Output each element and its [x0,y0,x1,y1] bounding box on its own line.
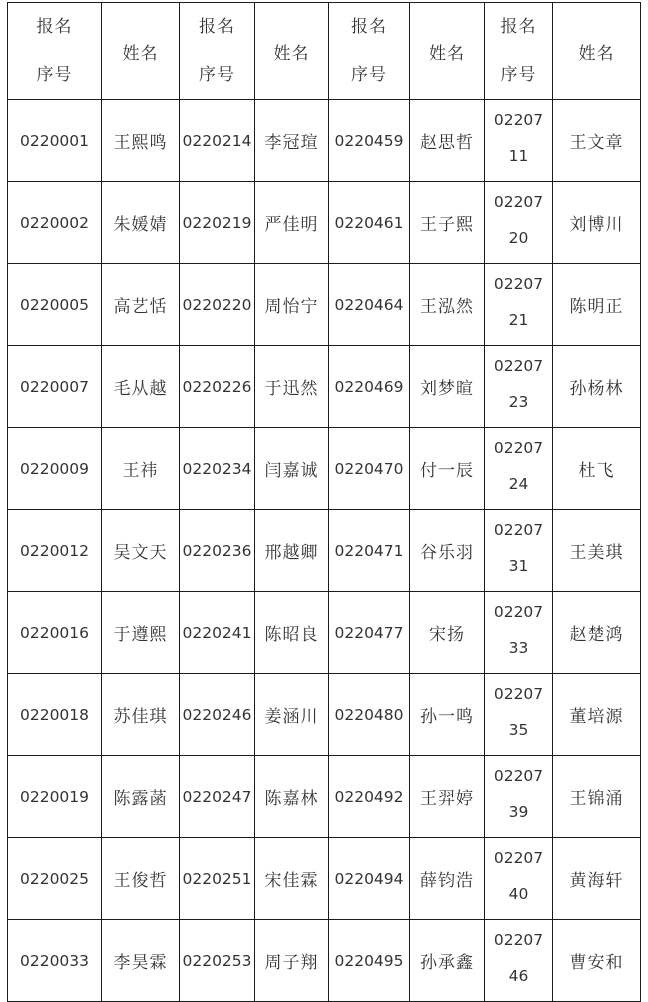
name-cell: 赵思哲 [410,100,485,182]
table-row [8,756,641,838]
id-cell: 0220247 [180,756,255,838]
id-cell: 0220214 [180,100,255,182]
id-cell: 0220018 [8,674,102,756]
header-row [8,3,641,100]
name-cell: 李昊霖 [102,920,180,1002]
id-cell: 0220012 [8,510,102,592]
name-cell: 宋扬 [410,592,485,674]
id-cell-wrapped [485,674,553,756]
name-cell: 于迅然 [255,346,329,428]
id-part-bottom: 33 [508,638,529,657]
table-row [8,100,641,182]
name-cell: 苏佳琪 [102,674,180,756]
name-cell: 王羿婷 [410,756,485,838]
name-cell: 王锦涌 [553,756,641,838]
name-cell: 杜飞 [553,428,641,510]
id-cell: 0220007 [8,346,102,428]
name-cell: 谷乐羽 [410,510,485,592]
table-body [8,100,641,1002]
name-cell: 孙一鸣 [410,674,485,756]
id-cell: 0220469 [329,346,410,428]
id-cell: 0220226 [180,346,255,428]
id-cell: 0220480 [329,674,410,756]
name-cell: 刘博川 [553,182,641,264]
name-cell: 闫嘉诚 [255,428,329,510]
id-part-top: 02207 [493,438,544,457]
id-part-top: 02207 [493,684,544,703]
name-cell: 王美琪 [553,510,641,592]
id-cell: 0220025 [8,838,102,920]
name-cell: 陈明正 [553,264,641,346]
id-part-top: 02207 [493,602,544,621]
table-row [8,920,641,1002]
id-cell-wrapped [485,428,553,510]
id-cell: 0220005 [8,264,102,346]
id-part-bottom: 24 [508,474,529,493]
id-part-bottom: 35 [508,720,529,739]
id-cell: 0220495 [329,920,410,1002]
id-cell-wrapped [485,510,553,592]
header-name-2: 姓名 [255,3,329,100]
table-header [8,3,641,100]
header-id-label-top: 报名 [500,17,537,37]
id-cell: 0220220 [180,264,255,346]
id-part-bottom: 20 [508,228,529,247]
table-row [8,674,641,756]
id-cell: 0220461 [329,182,410,264]
id-cell: 0220464 [329,264,410,346]
header-name-4: 姓名 [553,3,641,100]
id-cell: 0220236 [180,510,255,592]
header-id-1 [8,3,102,100]
id-cell-wrapped [485,182,553,264]
id-cell: 0220033 [8,920,102,1002]
id-cell: 0220477 [329,592,410,674]
name-cell: 严佳明 [255,182,329,264]
name-cell: 王祎 [102,428,180,510]
id-cell-wrapped [485,592,553,674]
name-cell: 王熙鸣 [102,100,180,182]
header-id-label-bottom: 序号 [36,65,73,85]
id-part-bottom: 40 [508,884,529,903]
id-cell-wrapped [485,838,553,920]
header-id-label-top: 报名 [36,17,73,37]
id-part-top: 02207 [493,110,544,129]
name-cell: 陈嘉林 [255,756,329,838]
name-cell: 陈露菡 [102,756,180,838]
name-cell: 陈昭良 [255,592,329,674]
name-cell: 付一辰 [410,428,485,510]
table-row [8,182,641,264]
table-row [8,346,641,428]
name-cell: 曹安和 [553,920,641,1002]
id-cell: 0220470 [329,428,410,510]
id-part-top: 02207 [493,930,544,949]
name-cell: 王子熙 [410,182,485,264]
id-cell: 0220492 [329,756,410,838]
header-id-4 [485,3,553,100]
table-row [8,428,641,510]
name-cell: 刘梦暄 [410,346,485,428]
id-cell: 0220241 [180,592,255,674]
header-name-1: 姓名 [102,3,180,100]
name-cell: 李冠瑄 [255,100,329,182]
name-cell: 赵楚鸿 [553,592,641,674]
header-id-label-top: 报名 [199,17,235,37]
id-cell: 0220001 [8,100,102,182]
name-cell: 王文章 [553,100,641,182]
name-cell: 邢越卿 [255,510,329,592]
id-cell: 0220471 [329,510,410,592]
id-cell-wrapped [485,920,553,1002]
name-cell: 董培源 [553,674,641,756]
name-cell: 吴文天 [102,510,180,592]
id-cell: 0220002 [8,182,102,264]
name-cell: 高艺恬 [102,264,180,346]
id-part-top: 02207 [493,274,544,293]
header-id-label-bottom: 序号 [500,65,537,85]
id-cell: 0220253 [180,920,255,1002]
id-cell: 0220019 [8,756,102,838]
registration-table [7,2,641,1002]
header-name-3: 姓名 [410,3,485,100]
name-cell: 毛从越 [102,346,180,428]
name-cell: 姜涵川 [255,674,329,756]
id-part-bottom: 21 [508,310,529,329]
id-part-bottom: 46 [508,966,529,985]
id-part-bottom: 11 [508,146,529,165]
name-cell: 朱媛婧 [102,182,180,264]
header-id-label-bottom: 序号 [199,65,235,85]
header-id-label-bottom: 序号 [351,65,387,85]
name-cell: 黄海轩 [553,838,641,920]
id-cell: 0220016 [8,592,102,674]
id-part-bottom: 39 [508,802,529,821]
header-id-label-top: 报名 [351,17,387,37]
table-row [8,264,641,346]
id-part-bottom: 31 [508,556,529,575]
name-cell: 王俊哲 [102,838,180,920]
id-cell-wrapped [485,756,553,838]
id-cell: 0220459 [329,100,410,182]
id-cell: 0220494 [329,838,410,920]
table-row [8,838,641,920]
name-cell: 孙杨林 [553,346,641,428]
id-part-top: 02207 [493,520,544,539]
id-cell: 0220009 [8,428,102,510]
id-part-top: 02207 [493,356,544,375]
name-cell: 周子翔 [255,920,329,1002]
name-cell: 孙承鑫 [410,920,485,1002]
table-row [8,592,641,674]
id-part-top: 02207 [493,192,544,211]
header-id-2 [180,3,255,100]
id-cell: 0220251 [180,838,255,920]
name-cell: 薛钧浩 [410,838,485,920]
name-cell: 宋佳霖 [255,838,329,920]
id-cell-wrapped [485,264,553,346]
id-cell: 0220246 [180,674,255,756]
header-id-3 [329,3,410,100]
table-row [8,510,641,592]
name-cell: 于遵熙 [102,592,180,674]
name-cell: 王泓然 [410,264,485,346]
registration-table-container [7,2,640,1002]
name-cell: 周怡宁 [255,264,329,346]
id-part-bottom: 23 [508,392,529,411]
id-cell-wrapped [485,346,553,428]
id-part-top: 02207 [493,848,544,867]
id-cell: 0220219 [180,182,255,264]
id-cell-wrapped [485,100,553,182]
id-cell: 0220234 [180,428,255,510]
id-part-top: 02207 [493,766,544,785]
